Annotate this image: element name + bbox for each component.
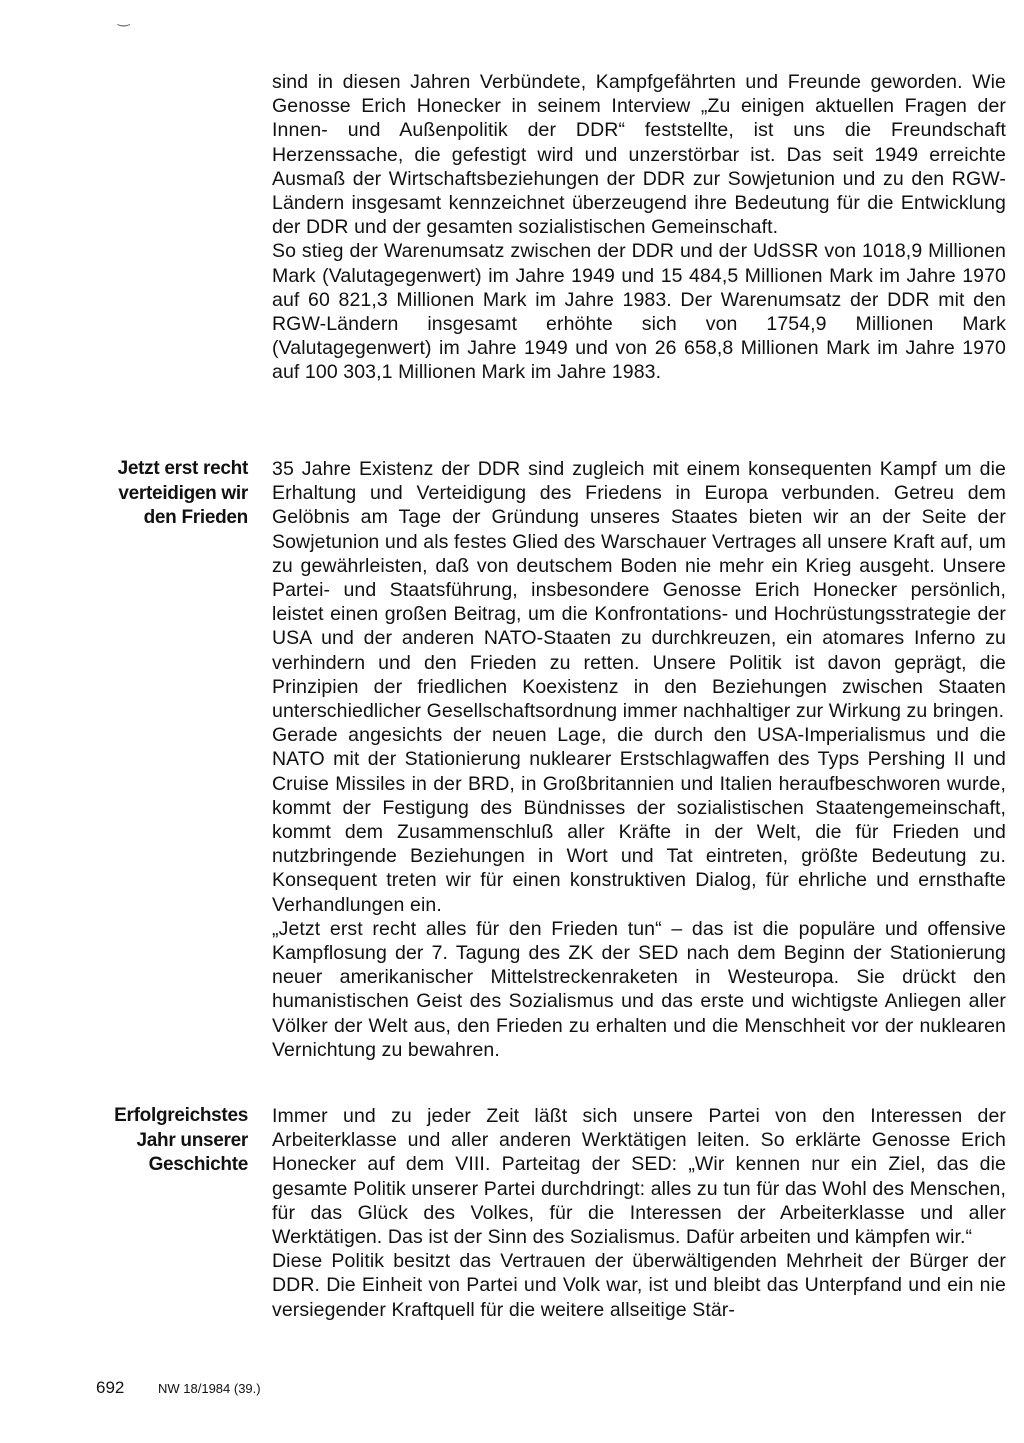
body-section-1 xyxy=(272,70,1006,385)
side-heading-line: Geschichte xyxy=(148,1154,248,1175)
side-heading-line: Jahr unserer xyxy=(136,1129,248,1151)
paragraph: Gerade angesichts der neuen Lage, die durch den USA-Imperialismus und die NATO mit der Stationierung nuklearer Erstschlagwaffen des Typs Pershing II und Cruise Missiles in der BRD, in Großbritannien und Italien heraufbeschworen wurde, kommt der Festigung des Bündnisses der sozialistischen Staatengemeinschaft, kommt dem Zusammenschluß aller Kräfte in der Welt, die für Frieden und nutzbringende Beziehungen in Wort und Tat eintreten, größte Bedeutung zu. Konsequent treten wir für einen konstruktiven Dialog, für ehrliche und ernsthafte Verhandlungen ein. xyxy=(272,724,1006,916)
paragraph: sind in diesen Jahren Verbündete, Kampfgefährten und Freunde geworden. Wie Genosse Erich Honecker in seinem Interview „Zu einigen aktuellen Fragen der Innen- und Außenpolitik der DDR“ feststellte, ist uns die Freundschaft Herzenssache, die gefestigt wird und unzerstörbar ist. Das seit 1949 erreichte Ausmaß der Wirtschaftsbeziehungen der DDR zur Sowjetunion und zu den RGW-Ländern insgesamt kennzeichnet überzeugend ihre Bedeutung für die Entwicklung der DDR und der gesamten sozialistischen Gemeinschaft. xyxy=(272,71,1006,239)
scan-mark: ‿ xyxy=(118,10,130,26)
side-heading-erfolgreichstes-jahr xyxy=(48,1104,248,1178)
side-heading-line: verteidigen wir xyxy=(118,482,248,504)
side-heading-frieden xyxy=(48,457,248,531)
paragraph: 35 Jahre Existenz der DDR sind zugleich mit einem konsequenten Kampf um die Erhaltung und Verteidigung des Friedens in Europa verbunden. Getreu dem Gelöbnis am Tage der Gründung unseres Staates bieten wir an der Seite der Sowjetunion und als festes Glied des Warschauer Vertrages all unsere Kraft auf, um zu gewährleisten, daß von deutschem Boden nie mehr ein Krieg ausgeht. Unsere Partei- und Staatsführung, insbesondere Genosse Erich Honecker persönlich, leistet einen großen Beitrag, um die Konfrontations- und Hochrüstungsstrategie der USA und der anderen NATO-Staaten zu durchkreuzen, ein atomares Inferno zu verhindern und den Frieden zu retten. Unsere Politik ist davon geprägt, die Prinzipien der friedlichen Koexistenz in den Beziehungen zwischen Staaten unterschiedlicher Gesellschaftsordnung immer nachhaltiger zur Wirkung zu bringen. xyxy=(272,458,1006,723)
paragraph: So stieg der Warenumsatz zwischen der DDR und der UdSSR von 1018,9 Millionen Mark (Valutagegenwert) im Jahre 1949 und 15 484,5 Millionen Mark im Jahre 1970 auf 60 821,3 Millionen Mark im Jahre 1983. Der Warenumsatz der DDR mit den RGW-Ländern insgesamt erhöhte sich von 1754,9 Millionen Mark (Valutagegenwert) im Jahre 1949 und von 26 658,8 Millionen Mark im Jahre 1970 auf 100 303,1 Millionen Mark im Jahre 1983. xyxy=(272,240,1006,384)
body-section-2 xyxy=(272,457,1006,1062)
paragraph: „Jetzt erst recht alles für den Frieden tun“ – das ist die populäre und offensive Kampflosung der 7. Tagung des ZK der SED nach dem Beginn der Stationierung neuer amerikanischer Mittelstreckenraketen in Westeuropa. Sie drückt den humanistischen Geist des Sozialismus und das erste und wichtigste Anliegen aller Völker der Welt aus, den Frieden zu erhalten und die Menschheit vor der nuklearen Vernichtung zu bewahren. xyxy=(272,917,1006,1061)
paragraph: Diese Politik besitzt das Vertrauen der überwältigenden Mehrheit der Bürger der DDR. Die Einheit von Partei und Volk war, ist und bleibt das Unterpfand und ein nie versiegender Kraftquell für die weitere allseitige Stär- xyxy=(272,1250,1006,1321)
paragraph: Immer und zu jeder Zeit läßt sich unsere Partei von den Interessen der Arbeiterklasse und aller anderen Werktätigen leiten. So erklärte Genosse Erich Honecker auf dem VIII. Parteitag der SED: „Wir kennen nur ein Ziel, das die gesamte Politik unserer Partei durchdringt: alles zu tun für das Wohl des Menschen, für das Glück des Volkes, für die Interessen der Arbeiterklasse und aller Werktätigen. Das ist der Sinn des Sozialismus. Dafür arbeiten und kämpfen wir.“ xyxy=(272,1105,1006,1249)
body-section-3 xyxy=(272,1104,1006,1322)
side-heading-line: Jetzt erst recht xyxy=(117,458,248,479)
publication-reference: NW 18/1984 (39.) xyxy=(158,1381,261,1396)
page-number: 692 xyxy=(96,1378,125,1397)
side-heading-line: den Frieden xyxy=(143,507,248,528)
side-heading-line: Erfolgreichstes xyxy=(114,1105,248,1126)
